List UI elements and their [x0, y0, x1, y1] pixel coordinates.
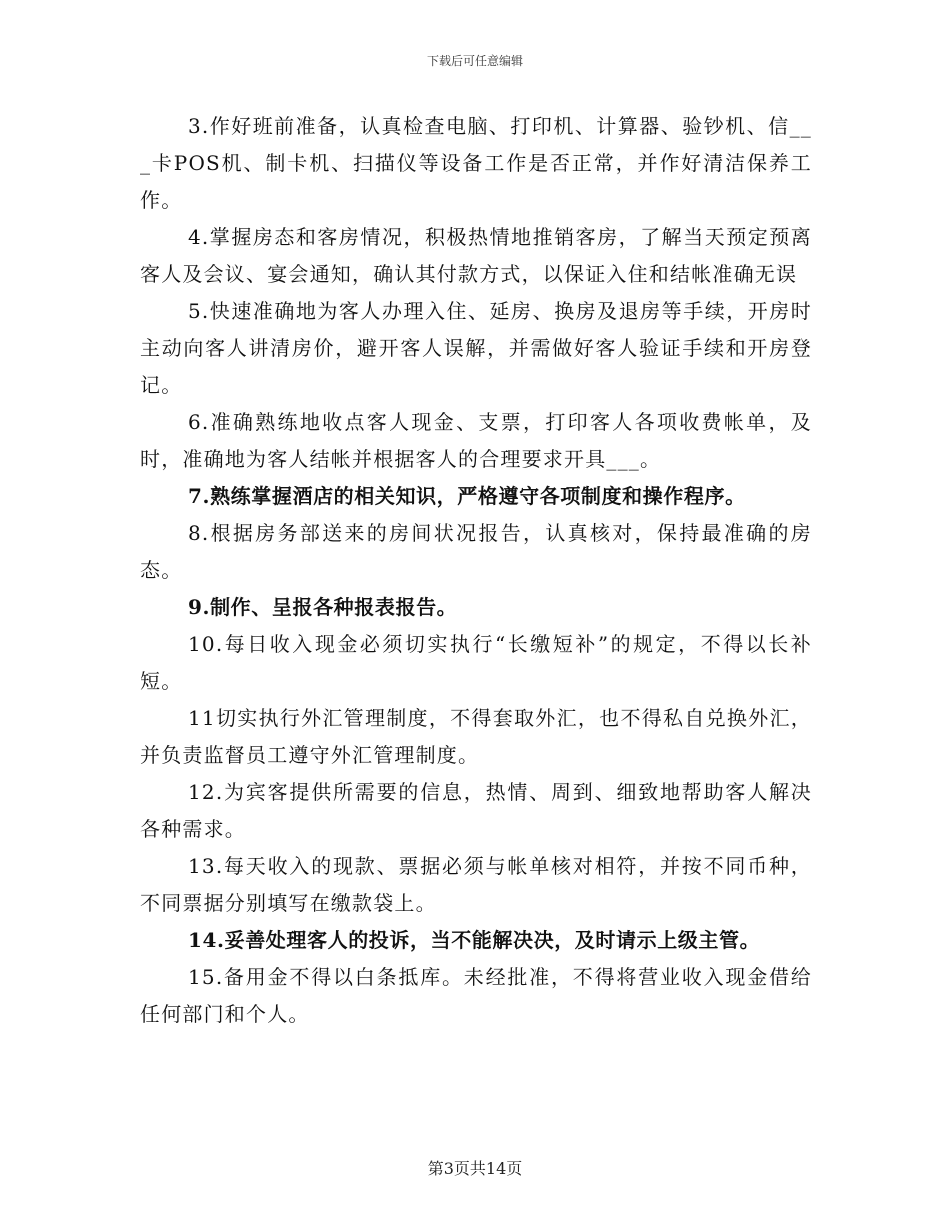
document-body — [140, 108, 812, 1033]
paragraph-item-4: 4.掌握房态和客房情况，积极热情地推销客房，了解当天预定预离客人及会议、宴会通知，确认其付款方式，以保证入住和结帐准确无误 — [140, 225, 812, 286]
paragraph-item-12: 12.为宾客提供所需要的信息，热情、周到、细致地帮助客人解决各种需求。 — [140, 780, 812, 841]
paragraph-item-7: 7.熟练掌握酒店的相关知识，严格遵守各项制度和操作程序。 — [188, 484, 746, 508]
paragraph-item-8: 8.根据房务部送来的房间状况报告，认真核对，保持最准确的房态。 — [140, 521, 812, 582]
page-header: 下载后可任意编辑 — [426, 54, 523, 68]
paragraph-item-3: 3.作好班前准备，认真检查电脑、打印机、计算器、验钞机、信___卡POS机、制卡机、扫描仪等设备工作是否正常，并作好清洁保养工作。 — [140, 114, 812, 212]
paragraph-item-11: 11切实执行外汇管理制度，不得套取外汇，也不得私自兑换外汇，并负责监督员工遵守外汇管理制度。 — [140, 706, 812, 767]
paragraph-item-13: 13.每天收入的现款、票据必须与帐单核对相符，并按不同币种，不同票据分别填写在缴款袋上。 — [140, 854, 812, 915]
page-number: 第3页共14页 — [427, 1159, 523, 1178]
paragraph-item-6: 6.准确熟练地收点客人现金、支票，打印客人各项收费帐单，及时，准确地为客人结帐并根据客人的合理要求开具___。 — [140, 410, 812, 471]
paragraph-item-9: 9.制作、呈报各种报表报告。 — [188, 595, 458, 619]
paragraph-item-10: 10.每日收入现金必须切实执行“长缴短补”的规定，不得以长补短。 — [140, 632, 812, 693]
paragraph-item-14: 14.妥善处理客人的投诉，当不能解决决，及时请示上级主管。 — [188, 928, 761, 952]
paragraph-item-5: 5.快速准确地为客人办理入住、延房、换房及退房等手续，开房时主动向客人讲清房价，避开客人误解，并需做好客人验证手续和开房登记。 — [140, 299, 812, 397]
paragraph-item-15: 15.备用金不得以白条抵库。未经批准，不得将营业收入现金借给任何部门和个人。 — [140, 965, 812, 1026]
